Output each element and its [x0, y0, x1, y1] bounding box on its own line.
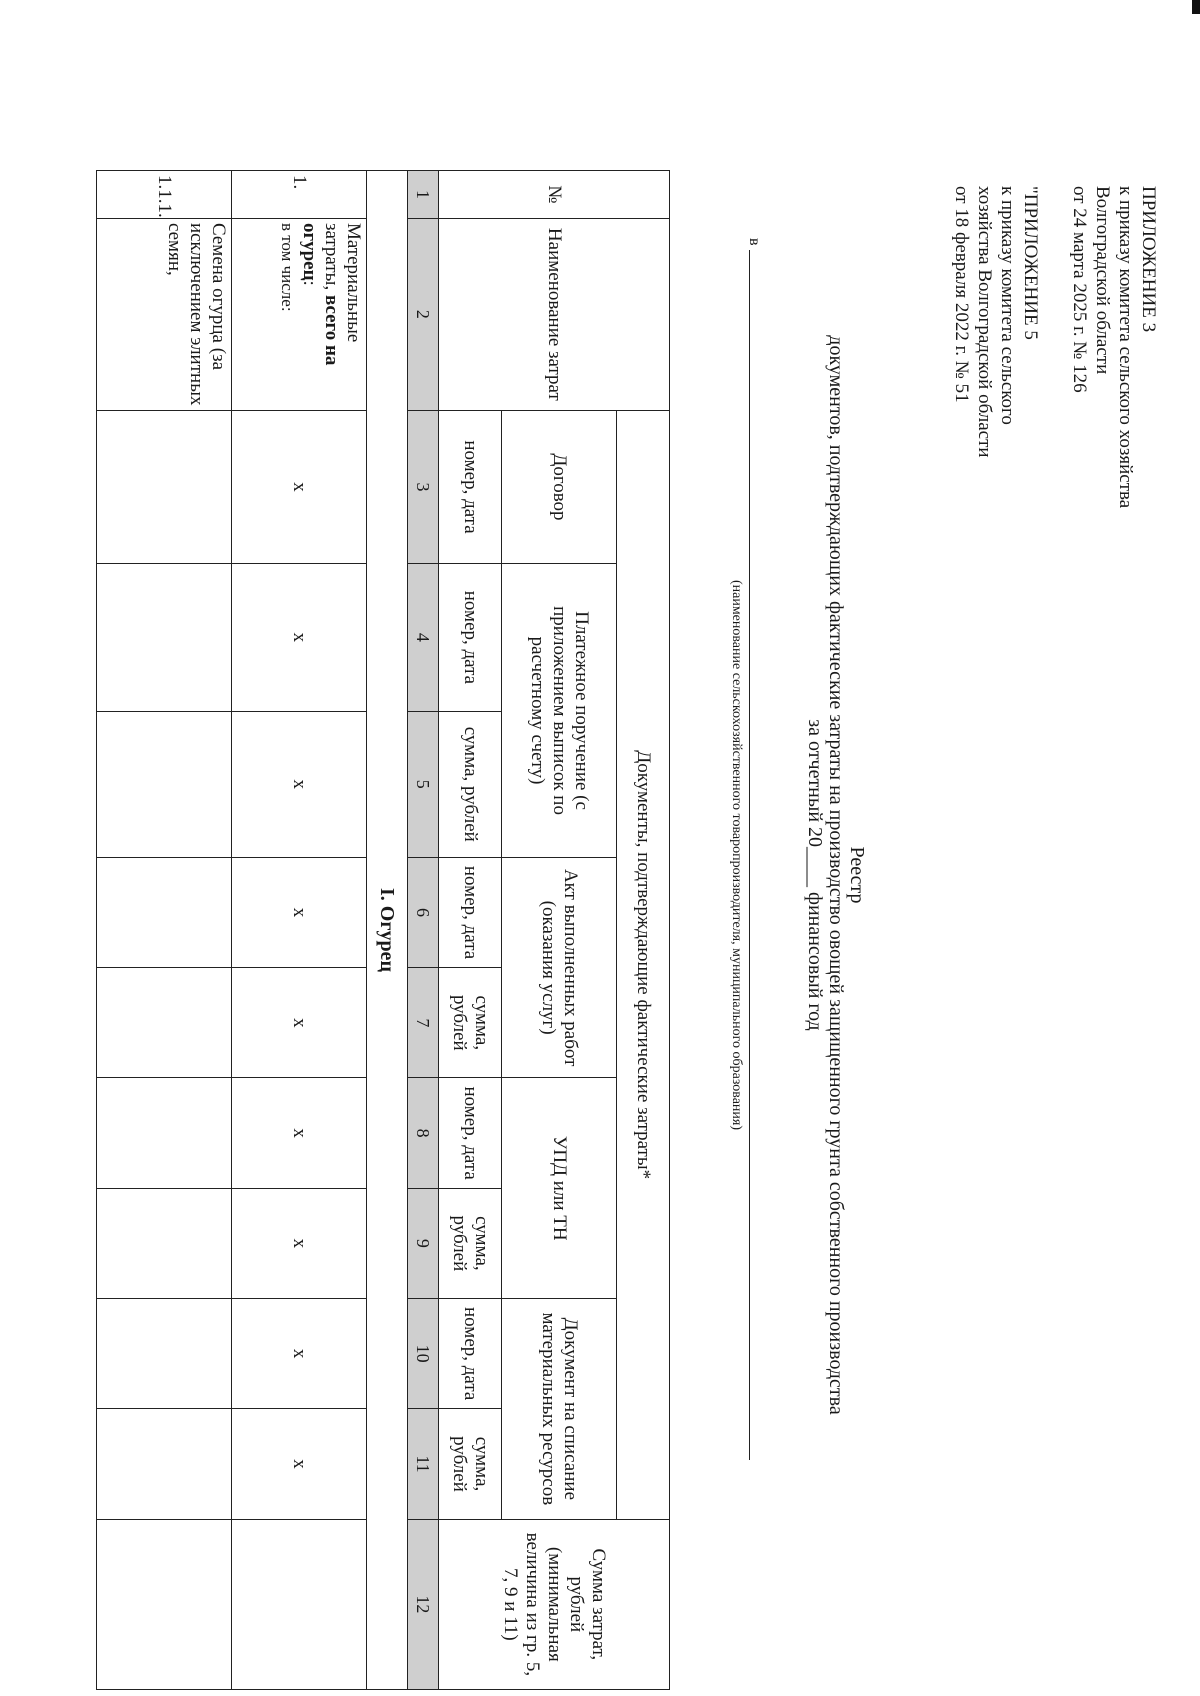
table-cell	[232, 1519, 367, 1689]
table-cell	[97, 410, 232, 563]
column-number: 12	[408, 1519, 439, 1689]
row-name-sub: в том числе:	[278, 222, 297, 312]
row-name-bold: всего на огурец	[299, 222, 342, 366]
title-line-1: Реестр	[846, 846, 868, 904]
column-number: 4	[408, 564, 439, 711]
appendix-new-line: Волгоградской области	[1092, 186, 1113, 375]
org-caption: (наименование сельскохозяйственного товаропроизводителя, муниципального образования)	[729, 579, 744, 1131]
table-cell	[97, 1188, 232, 1298]
header-docs-group: Документы, подтверждающие фактические затраты*	[617, 410, 670, 1519]
document-title	[804, 250, 867, 1500]
appendix-old-line: хозяйства Волгоградской области	[974, 186, 995, 458]
row-name	[232, 218, 367, 410]
table-cell: x	[232, 1188, 367, 1298]
column-number: 9	[408, 1188, 439, 1298]
table-cell	[97, 1519, 232, 1689]
table-cell: x	[232, 1078, 367, 1188]
subheader-num-date: номер, дата	[439, 1299, 502, 1409]
row-number: 1.	[232, 171, 367, 219]
title-line-2: документов, подтверждающих фактические затраты на производство овощей защищенного грунта собственного производства	[825, 335, 847, 1415]
appendix-new-line: к приказу комитета сельского хозяйства	[1115, 186, 1136, 509]
column-number: 1	[408, 171, 439, 219]
section-row	[367, 171, 408, 1690]
column-number: 5	[408, 711, 439, 857]
appendix-old-block	[950, 186, 1042, 646]
table-cell	[97, 1299, 232, 1409]
subheader-contract-num-date: номер, дата	[439, 410, 502, 563]
appendix-header	[924, 186, 1160, 646]
header-payment: Платежное поручение (с приложением выписок по расчетному счету)	[502, 564, 617, 858]
table-cell	[97, 968, 232, 1078]
header-name: Наименование затрат	[439, 218, 670, 410]
row-name: Семена огурца (за исключением элитных семян,	[97, 218, 232, 410]
column-number: 7	[408, 968, 439, 1078]
subheader-num-date: номер, дата	[439, 1078, 502, 1188]
subheader-sum: сумма, рублей	[439, 968, 502, 1078]
header-writeoff: Документ на списание материальных ресурсов	[502, 1299, 617, 1520]
subheader-sum: сумма, рублей	[439, 1188, 502, 1298]
org-prefix: в	[746, 238, 763, 246]
table-cell	[97, 857, 232, 967]
header-no: №	[439, 171, 670, 219]
table-row	[97, 171, 232, 1690]
section-title: I. Огурец	[367, 171, 408, 1690]
appendix-new-date: от 24 марта 2025 г. № 126	[1069, 186, 1090, 393]
table-row	[232, 171, 367, 1690]
org-fill-line	[749, 250, 750, 1460]
column-number-row	[408, 171, 439, 1690]
table-cell	[97, 1078, 232, 1188]
column-number: 11	[408, 1409, 439, 1519]
table-cell	[97, 564, 232, 711]
appendix-old-date: от 18 февраля 2022 г. № 51	[951, 186, 972, 403]
row-number: 1.1.1.	[97, 171, 232, 219]
appendix-old-line: к приказу комитета сельского	[997, 186, 1018, 425]
column-number: 6	[408, 857, 439, 967]
header-contract: Договор	[502, 410, 617, 563]
table-cell	[97, 711, 232, 857]
header-act: Акт выполненных работ (оказания услуг)	[502, 857, 617, 1078]
table-cell: x	[232, 1409, 367, 1519]
table-cell: x	[232, 1299, 367, 1409]
row-name-text: Материальные затраты,	[321, 222, 364, 343]
register-table	[96, 170, 670, 1690]
row-name-colon: :	[299, 280, 320, 286]
appendix-old-title: "ПРИЛОЖЕНИЕ 5	[1020, 186, 1041, 340]
table-cell: x	[232, 857, 367, 967]
column-number: 8	[408, 1078, 439, 1188]
header-sum-total: Сумма затрат, рублей (минимальная величина из гр. 5, 7, 9 и 11)	[439, 1519, 670, 1689]
subheader-num-date: номер, дата	[439, 564, 502, 711]
title-line-3: за отчетный 20____ финансовый год	[804, 719, 826, 1031]
subheader-num-date: номер, дата	[439, 857, 502, 967]
appendix-new-title: ПРИЛОЖЕНИЕ 3	[1138, 186, 1159, 333]
table-cell: x	[232, 410, 367, 563]
column-number: 3	[408, 410, 439, 563]
header-row-1	[617, 171, 670, 1690]
appendix-new-block	[1068, 186, 1160, 646]
header-upd: УПД или ТН	[502, 1078, 617, 1299]
subheader-sum: сумма, рублей	[439, 711, 502, 857]
table-cell: x	[232, 564, 367, 711]
table-cell: x	[232, 711, 367, 857]
table-cell	[97, 1409, 232, 1519]
subheader-sum: сумма, рублей	[439, 1409, 502, 1519]
column-number: 2	[408, 218, 439, 410]
table-cell: x	[232, 968, 367, 1078]
column-number: 10	[408, 1299, 439, 1409]
